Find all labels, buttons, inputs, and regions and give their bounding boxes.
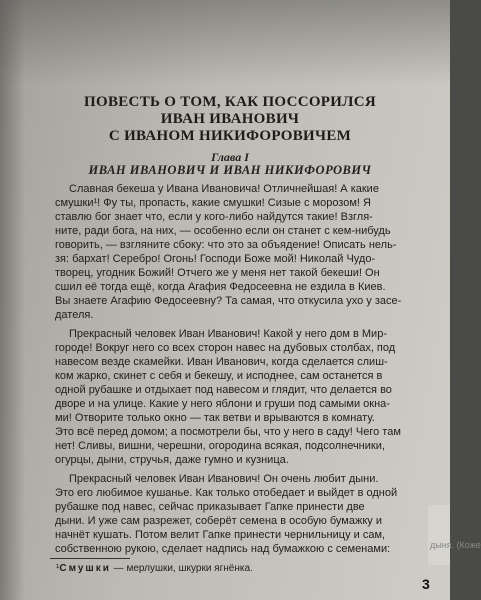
text-line: одной рубашке и отдыхает под навесом и глядит, что делается во (55, 384, 392, 396)
text-line: ните, ради бога, на них, — особенно если он станет с кем-нибудь (55, 225, 391, 237)
page-number: 3 (422, 576, 430, 592)
text-line: начнёт кушать. Потом велит Гапке принести чернильницу и сам, (55, 529, 386, 541)
next-page-text-fragment: дыня. (Коже (430, 540, 481, 550)
footnote-definition: — мерлушки, шкурки ягнёнка. (110, 563, 253, 574)
text-line: Это его любимое кушанье. Как только отобедает и выйдет в одной (55, 487, 398, 499)
text-line: Прекрасный человек Иван Иванович! Он очень любит дыни. (69, 473, 379, 485)
story-title-line-2: ИВАН ИВАНОВИЧ (160, 111, 300, 127)
text-line: собственною рукою, сделает надпись над бумажкою с семенами: (55, 543, 391, 555)
text-line: Прекрасный человек Иван Иванович! Какой у него дом в Мир- (69, 328, 387, 340)
story-title-line-3: С ИВАНОМ НИКИФОРОВИЧЕМ (108, 128, 352, 144)
text-line: сшил её тогда ещё, когда Агафия Федосеевна не ездила в Киев. (55, 281, 386, 293)
footnote-marker: ¹ (56, 563, 60, 574)
text-line: огурцы, дыни, стручья, даже гумно и кузница. (55, 454, 289, 466)
text-line: Это всё перед домом; а посмотрели бы, что у него в саду! Чего там (55, 426, 401, 438)
text-line: городе! Вокруг него со всех сторон навес на дубовых столбах, под (55, 342, 396, 354)
text-line: говорить, — взгляните сбоку: что это за объядение! Описать нель- (55, 239, 397, 251)
text-line: дателя. (55, 309, 94, 321)
footnote-term: Смушки (59, 563, 111, 574)
text-line: Вы знаете Агафию Федосеевну? Та самая, что откусила ухо у засе- (55, 295, 402, 307)
spine-shadow (0, 0, 25, 600)
story-body (55, 182, 415, 556)
text-line: творец, угодник Божий! Отчего же у меня нет такой бекеши! Он (55, 267, 380, 279)
text-line: навесом везде скамейки. Иван Иванович, когда сделается слиш- (55, 356, 388, 368)
story-title-line-1: ПОВЕСТЬ О ТОМ, КАК ПОССОРИЛСЯ (84, 94, 376, 110)
text-line: дыни. И уже сам разрежет, соберёт семена в особую бумажку и (55, 515, 382, 527)
footnote-divider (50, 558, 130, 559)
top-shadow (0, 0, 450, 85)
text-line: смушки¹! Фу ты, пропасть, какие смушки! Сизые с морозом! Я (55, 197, 371, 209)
footnote (56, 563, 376, 574)
text-line: ком жарко, скинет с себя и бекешу, и исподнее, сам останется в (55, 370, 383, 382)
text-line: дворе и на улице. Какие у него яблони и груши под самыми окна- (55, 398, 390, 410)
chapter-number: Глава I (211, 150, 249, 164)
text-line: нет! Сливы, вишни, черешни, огородина всякая, подсолнечники, (55, 440, 385, 452)
text-line: Славная бекеша у Ивана Ивановича! Отличнейшая! А какие (69, 183, 379, 195)
text-line: ми! Отворите только окно — так ветви и врываются в комнату. (55, 412, 375, 424)
text-line: ставлю бог знает что, если у кого-либо найдутся такие! Взгля- (55, 211, 373, 223)
chapter-title: ИВАН ИВАНОВИЧ И ИВАН НИКИФОРОВИЧ (88, 163, 372, 177)
text-line: рубашке под навес, сейчас приказывает Гапке принести две (55, 501, 365, 513)
text-line: зя: бархат! Серебро! Огонь! Господи Боже мой! Николай Чудо- (55, 253, 376, 265)
